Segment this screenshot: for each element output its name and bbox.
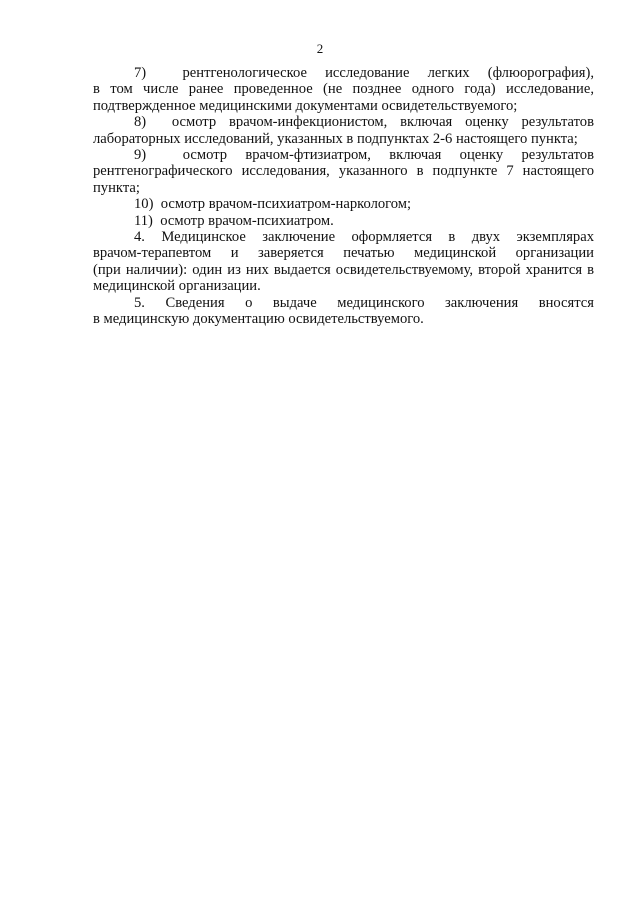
text-line: 8) осмотр врачом-инфекционистом, включая оценку результатов [134, 114, 594, 131]
paragraph-item-8 [93, 114, 594, 147]
text-line: 4. Медицинское заключение оформляется в двух экземплярах [134, 229, 594, 246]
paragraph-item-9 [93, 147, 594, 196]
text-line: 10) осмотр врачом-психиатром-наркологом; [134, 196, 412, 213]
text-line: 5. Сведения о выдаче медицинского заключения вносятся [134, 294, 594, 311]
paragraph-clause-4 [93, 229, 594, 295]
paragraph-item-10 [93, 196, 594, 212]
text-line: 7) рентгенологическое исследование легких (флюорография), [134, 65, 594, 81]
text-line: 11) осмотр врачом-психиатром. [134, 212, 334, 229]
text-line: пункта; [93, 179, 140, 196]
paragraph-item-11 [93, 213, 594, 229]
text-line: медицинской организации. [93, 278, 261, 295]
page-number: 2 [316, 41, 324, 56]
text-line: врачом-терапевтом и заверяется печатью медицинской организации [93, 245, 594, 262]
paragraph-clause-5 [93, 295, 594, 328]
text-line: 9) осмотр врачом-фтизиатром, включая оценку результатов [134, 147, 594, 164]
text-line: рентгенографического исследования, указанного в подпункте 7 настоящего [93, 163, 594, 180]
text-line: лабораторных исследований, указанных в подпунктах 2-6 настоящего пункта; [93, 130, 578, 147]
paragraph-item-7 [93, 65, 594, 114]
text-line: подтвержденное медицинскими документами освидетельствуемого; [93, 97, 518, 114]
text-line: в медицинскую документацию освидетельствуемого. [93, 311, 424, 328]
text-line: в том числе ранее проведенное (не позднее одного года) исследование, [93, 81, 594, 98]
text-line: (при наличии): один из них выдается освидетельствуемому, второй хранится в [93, 261, 594, 278]
document-body [93, 65, 594, 328]
